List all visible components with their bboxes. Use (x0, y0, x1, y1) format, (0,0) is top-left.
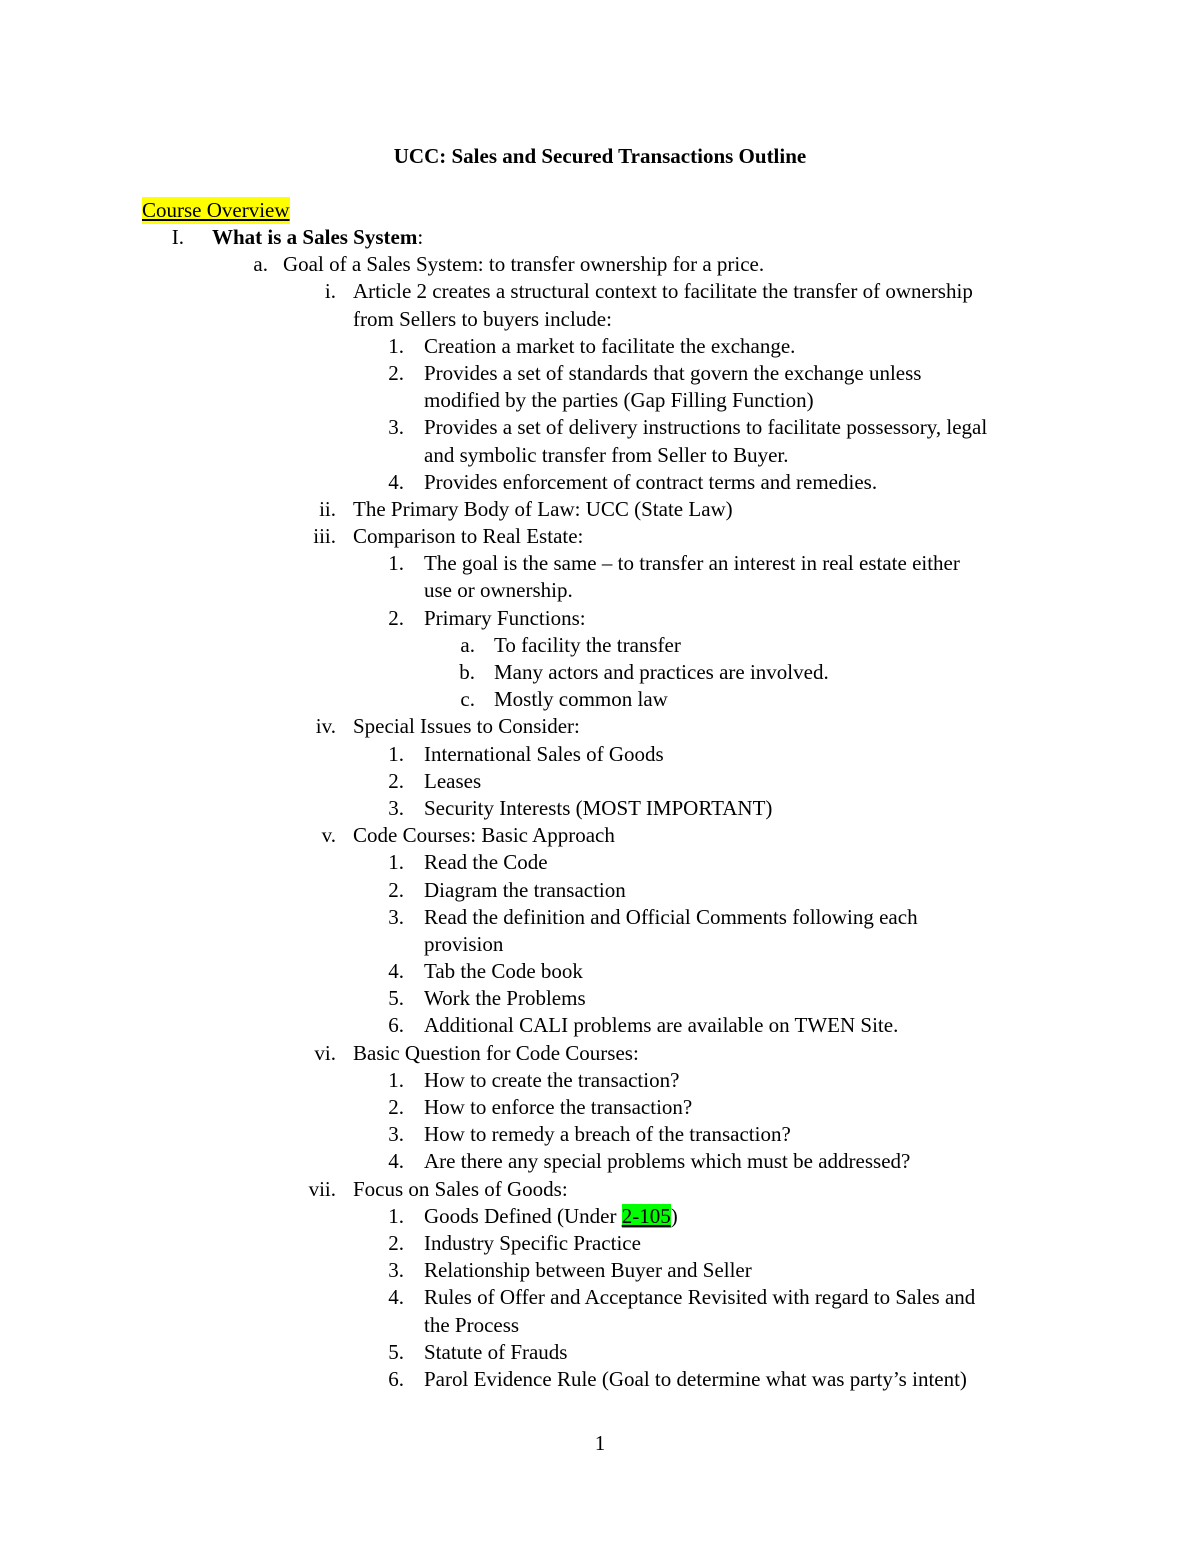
page-title: UCC: Sales and Secured Transactions Outline (393, 144, 807, 168)
outline-marker: 5. (388, 1339, 404, 1364)
outline-item (0, 469, 1200, 496)
outline-text (424, 904, 918, 931)
outline-text-run: Rules of Offer and Acceptance Revisited with regard to Sales and (424, 1285, 976, 1310)
outline-marker: 1. (388, 1203, 404, 1228)
outline-marker: iii. (313, 524, 336, 549)
outline-marker: 2. (388, 605, 404, 630)
outline-text-run: Provides a set of standards that govern the exchange unless (424, 360, 922, 385)
outline-text (424, 1012, 898, 1039)
outline-text-run: Special Issues to Consider: (353, 714, 580, 739)
outline-text (424, 1366, 967, 1393)
outline-text (424, 469, 877, 496)
outline-item (0, 877, 1200, 904)
outline-text-run: Many actors and practices are involved. (494, 660, 829, 684)
outline-text-run: Work the Problems (424, 986, 586, 1011)
outline-item (0, 713, 1200, 740)
outline-item (0, 1094, 1200, 1121)
outline-item (0, 1121, 1200, 1148)
outline-text (424, 1148, 910, 1175)
outline-marker: 1. (388, 850, 404, 875)
outline-text-run: Basic Question for Code Courses: (353, 1040, 639, 1065)
outline-marker: 6. (388, 1366, 404, 1391)
outline-marker: ii. (319, 496, 336, 521)
outline-text (424, 1067, 679, 1094)
outline-item (0, 496, 1200, 523)
outline-item (0, 1257, 1200, 1284)
outline-marker: 6. (388, 1013, 404, 1038)
outline-item (0, 632, 1200, 659)
outline-text (424, 360, 921, 387)
outline-text-run: Article 2 creates a structural context to facilitate the transfer of ownership (353, 279, 973, 304)
outline-text (424, 1121, 791, 1148)
outline-text (424, 442, 789, 469)
outline-text-run: Are there any special problems which must be addressed? (424, 1149, 911, 1174)
outline-marker: b. (459, 660, 475, 684)
outline-marker: 2. (388, 1095, 404, 1119)
outline-text (283, 251, 764, 278)
outline-text-run: Primary Functions: (424, 605, 586, 630)
outline-text-run: Tab the Code book (424, 959, 583, 984)
outline-item (0, 1312, 1200, 1339)
outline-text (424, 1339, 567, 1366)
outline-text-run: Read the definition and Official Comments following each (424, 904, 918, 929)
outline-item (0, 958, 1200, 985)
outline-item (0, 278, 1200, 305)
outline-marker: v. (321, 823, 336, 848)
outline-marker: 4. (388, 959, 404, 984)
outline-text-run: The Primary Body of Law: UCC (State Law) (353, 496, 733, 521)
outline-text (353, 1040, 639, 1067)
outline-marker: iv. (315, 714, 336, 739)
outline-text-run: How to enforce the transaction? (424, 1095, 693, 1119)
outline-text (424, 768, 481, 795)
outline-item (0, 741, 1200, 768)
outline-item (0, 1067, 1200, 1094)
outline-text (212, 224, 423, 251)
outline-text-run: Mostly common law (494, 687, 668, 712)
outline-text (424, 795, 772, 822)
outline-list (0, 224, 1200, 1393)
outline-text-run: How to create the transaction? (424, 1067, 680, 1092)
outline-marker: vii. (308, 1176, 336, 1201)
outline-item (0, 251, 1200, 278)
outline-item (0, 1230, 1200, 1257)
outline-item (0, 224, 1200, 251)
outline-text-run: To facility the transfer (494, 632, 681, 657)
outline-text (424, 577, 573, 604)
outline-text (353, 496, 733, 523)
outline-item (0, 904, 1200, 931)
outline-text (424, 1284, 975, 1311)
outline-text-run: Focus on Sales of Goods: (353, 1176, 568, 1201)
outline-text-run: from Sellers to buyers include: (353, 306, 612, 331)
outline-marker: a. (253, 252, 268, 277)
outline-text-run: ) (670, 1203, 678, 1228)
outline-text-run: Provides a set of delivery instructions to facilitate possessory, legal (424, 415, 988, 440)
outline-item (0, 1040, 1200, 1067)
outline-text (424, 550, 960, 577)
outline-text (424, 849, 548, 876)
outline-text-run: What is a Sales System (212, 225, 418, 249)
outline-item (0, 795, 1200, 822)
outline-marker: 1. (388, 333, 404, 358)
outline-text (424, 414, 987, 441)
outline-text-run: Goal of a Sales System: to transfer ownership for a price. (283, 252, 765, 277)
outline-marker: 1. (388, 1067, 404, 1092)
outline-item (0, 768, 1200, 795)
outline-item (0, 1284, 1200, 1311)
outline-marker: i. (324, 279, 336, 304)
outline-text-run: Leases (424, 768, 482, 793)
outline-text-run: Provides enforcement of contract terms and remedies. (424, 469, 878, 494)
outline-item (0, 931, 1200, 958)
outline-text-run: How to remedy a breach of the transaction? (424, 1122, 791, 1147)
outline-text (424, 877, 626, 904)
outline-text-run: the Process (424, 1312, 520, 1337)
outline-text-run: Goods Defined (Under (424, 1203, 622, 1228)
outline-text-run: Additional CALI problems are available on TWEN Site. (424, 1013, 899, 1038)
outline-item (0, 1339, 1200, 1366)
outline-item (0, 442, 1200, 469)
outline-item (0, 387, 1200, 414)
outline-text (353, 713, 580, 740)
outline-marker: 3. (388, 415, 404, 440)
outline-marker: a. (460, 632, 475, 657)
outline-marker: 3. (388, 1258, 404, 1283)
outline-item (0, 1203, 1200, 1230)
outline-text-run: Security Interests (MOST IMPORTANT) (424, 795, 773, 820)
outline-text-run: Parol Evidence Rule (Goal to determine what was party’s intent) (424, 1366, 967, 1391)
outline-text (494, 659, 829, 686)
outline-marker: 2. (388, 1230, 404, 1255)
outline-text (353, 822, 615, 849)
outline-item (0, 550, 1200, 577)
outline-item (0, 686, 1200, 713)
code-reference: 2-105 (621, 1203, 671, 1228)
outline-marker: 2. (388, 360, 404, 385)
outline-text-run: Comparison to Real Estate: (353, 524, 584, 549)
outline-text (424, 931, 503, 958)
outline-item (0, 1366, 1200, 1393)
outline-item (0, 1012, 1200, 1039)
outline-text (424, 741, 664, 768)
outline-text-run: Statute of Frauds (424, 1339, 568, 1364)
outline-text-run: modified by the parties (Gap Filling Function) (424, 388, 814, 413)
outline-marker: 3. (388, 1122, 404, 1147)
outline-text (424, 958, 583, 985)
outline-text (353, 1176, 568, 1203)
outline-text-run: and symbolic transfer from Seller to Buyer. (424, 442, 789, 467)
outline-marker: I. (171, 225, 184, 249)
outline-text-run: Diagram the transaction (424, 877, 626, 902)
outline-item (0, 360, 1200, 387)
outline-text (424, 985, 586, 1012)
outline-marker: 4. (388, 469, 404, 494)
outline-item (0, 605, 1200, 632)
outline-text (353, 306, 612, 333)
outline-text-run: The goal is the same – to transfer an interest in real estate either (424, 551, 960, 576)
outline-text (424, 605, 586, 632)
outline-item (0, 523, 1200, 550)
outline-item (0, 849, 1200, 876)
outline-marker: 3. (388, 904, 404, 929)
outline-text (424, 333, 795, 360)
outline-text-run: Read the Code (424, 850, 548, 875)
outline-text (424, 1257, 752, 1284)
outline-text (424, 1230, 641, 1257)
outline-marker: 3. (388, 795, 404, 820)
outline-text (424, 1312, 519, 1339)
outline-text-run: : (417, 225, 424, 249)
outline-marker: 4. (388, 1149, 404, 1174)
outline-marker: 1. (388, 551, 404, 576)
page-number: 1 (594, 1431, 606, 1455)
outline-item (0, 306, 1200, 333)
outline-text-run: provision (424, 931, 504, 956)
outline-marker: c. (460, 687, 475, 712)
outline-text (494, 686, 668, 713)
outline-text-run: Creation a market to facilitate the exchange. (424, 333, 796, 358)
outline-marker: 5. (388, 986, 404, 1011)
outline-item (0, 414, 1200, 441)
section-heading: Course Overview (142, 198, 290, 222)
outline-text (494, 632, 681, 659)
outline-item (0, 333, 1200, 360)
outline-text-run: International Sales of Goods (424, 741, 664, 766)
outline-marker: 2. (388, 877, 404, 902)
outline-item (0, 985, 1200, 1012)
outline-marker: 2. (388, 768, 404, 793)
outline-item (0, 577, 1200, 604)
outline-marker: 4. (388, 1285, 404, 1310)
outline-text (424, 1203, 678, 1230)
outline-text (353, 278, 973, 305)
outline-text (353, 523, 583, 550)
outline-text (424, 387, 814, 414)
outline-item (0, 659, 1200, 686)
outline-text-run: Relationship between Buyer and Seller (424, 1258, 752, 1283)
outline-item (0, 822, 1200, 849)
outline-item (0, 1176, 1200, 1203)
outline-text-run: Industry Specific Practice (424, 1230, 641, 1255)
outline-marker: vi. (314, 1040, 336, 1065)
outline-text-run: use or ownership. (424, 578, 573, 603)
outline-text-run: Code Courses: Basic Approach (353, 823, 615, 848)
outline-marker: 1. (388, 741, 404, 766)
outline-item (0, 1148, 1200, 1175)
outline-text (424, 1094, 692, 1121)
